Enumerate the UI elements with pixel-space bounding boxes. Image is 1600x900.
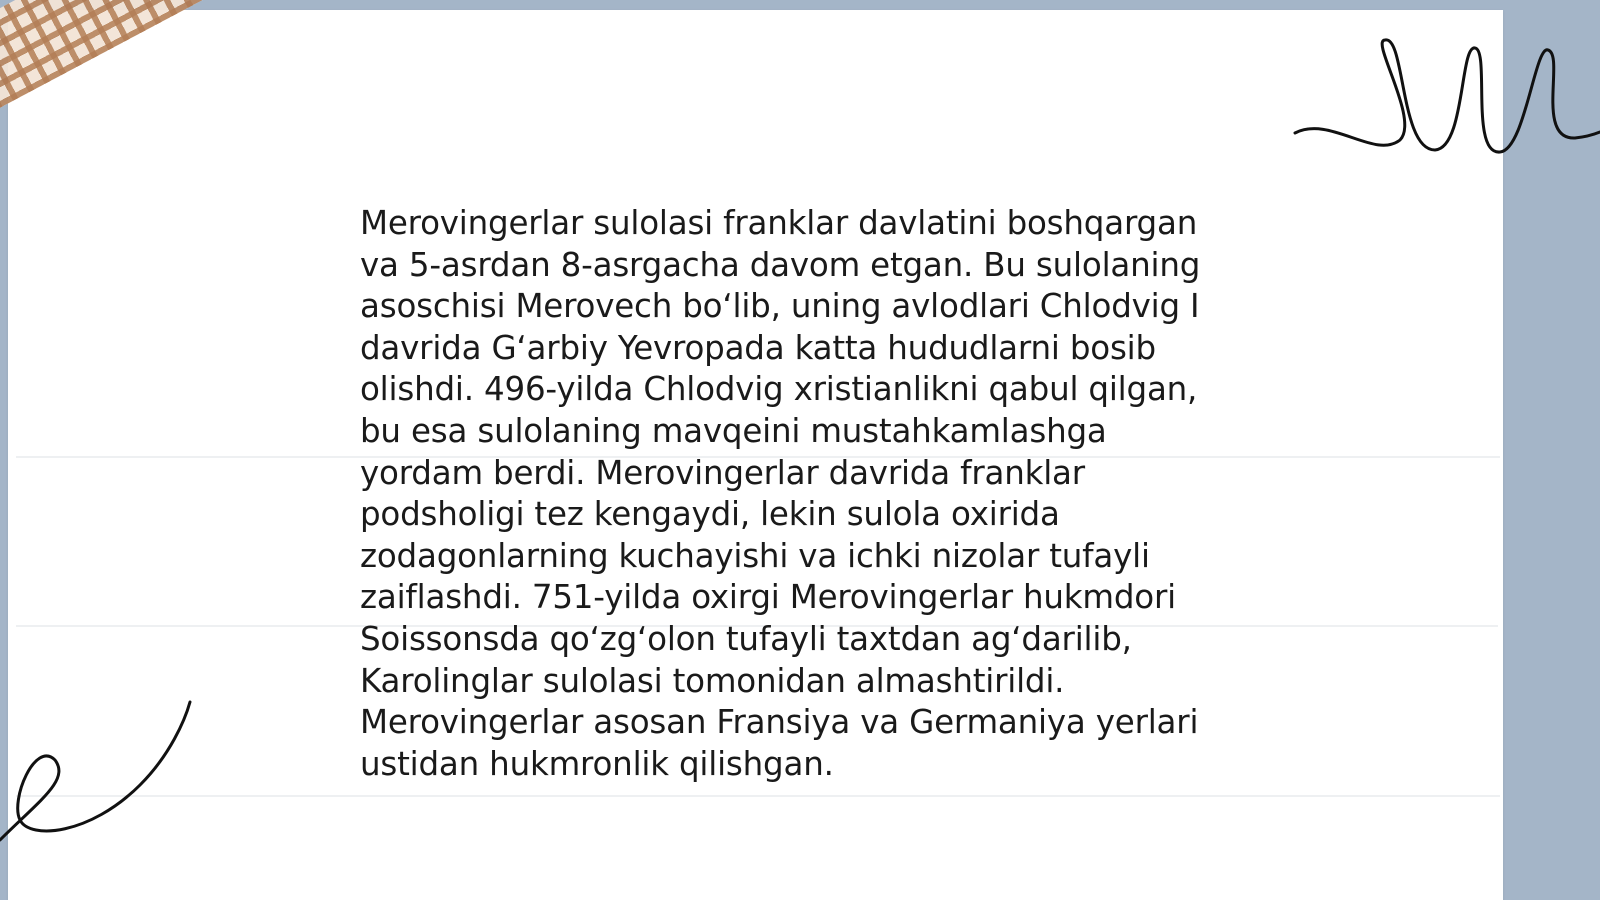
- loop-doodle-icon: [1290, 30, 1600, 170]
- slide-body-text: Merovingerlar sulolasi franklar davlatini boshqargan va 5-asrdan 8-asrgacha davom etgan. Bu sulolaning asoschisi Merovech bo‘lib, uning avlodlari Chlodvig I davrida G‘arbiy Yevropada katta hududlarni bosib olishdi. 496-yilda Chlodvig xristianlikni qabul qilgan, bu esa sulolaning mavqeini mustahkamlashga yordam berdi. Merovingerlar davrida franklar podsholigi tez kengaydi, lekin sulola oxirida zodagonlarning kuchayishi va ichki nizolar tufayli zaiflashdi. 751-yilda oxirgi Merovingerlar hukmdori Soissonsda qo‘zg‘olon tufayli taxtdan ag‘darilib, Karolinglar sulolasi tomonidan almashtirildi. Merovingerlar asosan Fransiya va Germaniya yerlari ustidan hukmronlik qilishgan.: [360, 204, 1201, 783]
- ruled-line: [16, 795, 1500, 797]
- curl-doodle-icon: [0, 690, 200, 850]
